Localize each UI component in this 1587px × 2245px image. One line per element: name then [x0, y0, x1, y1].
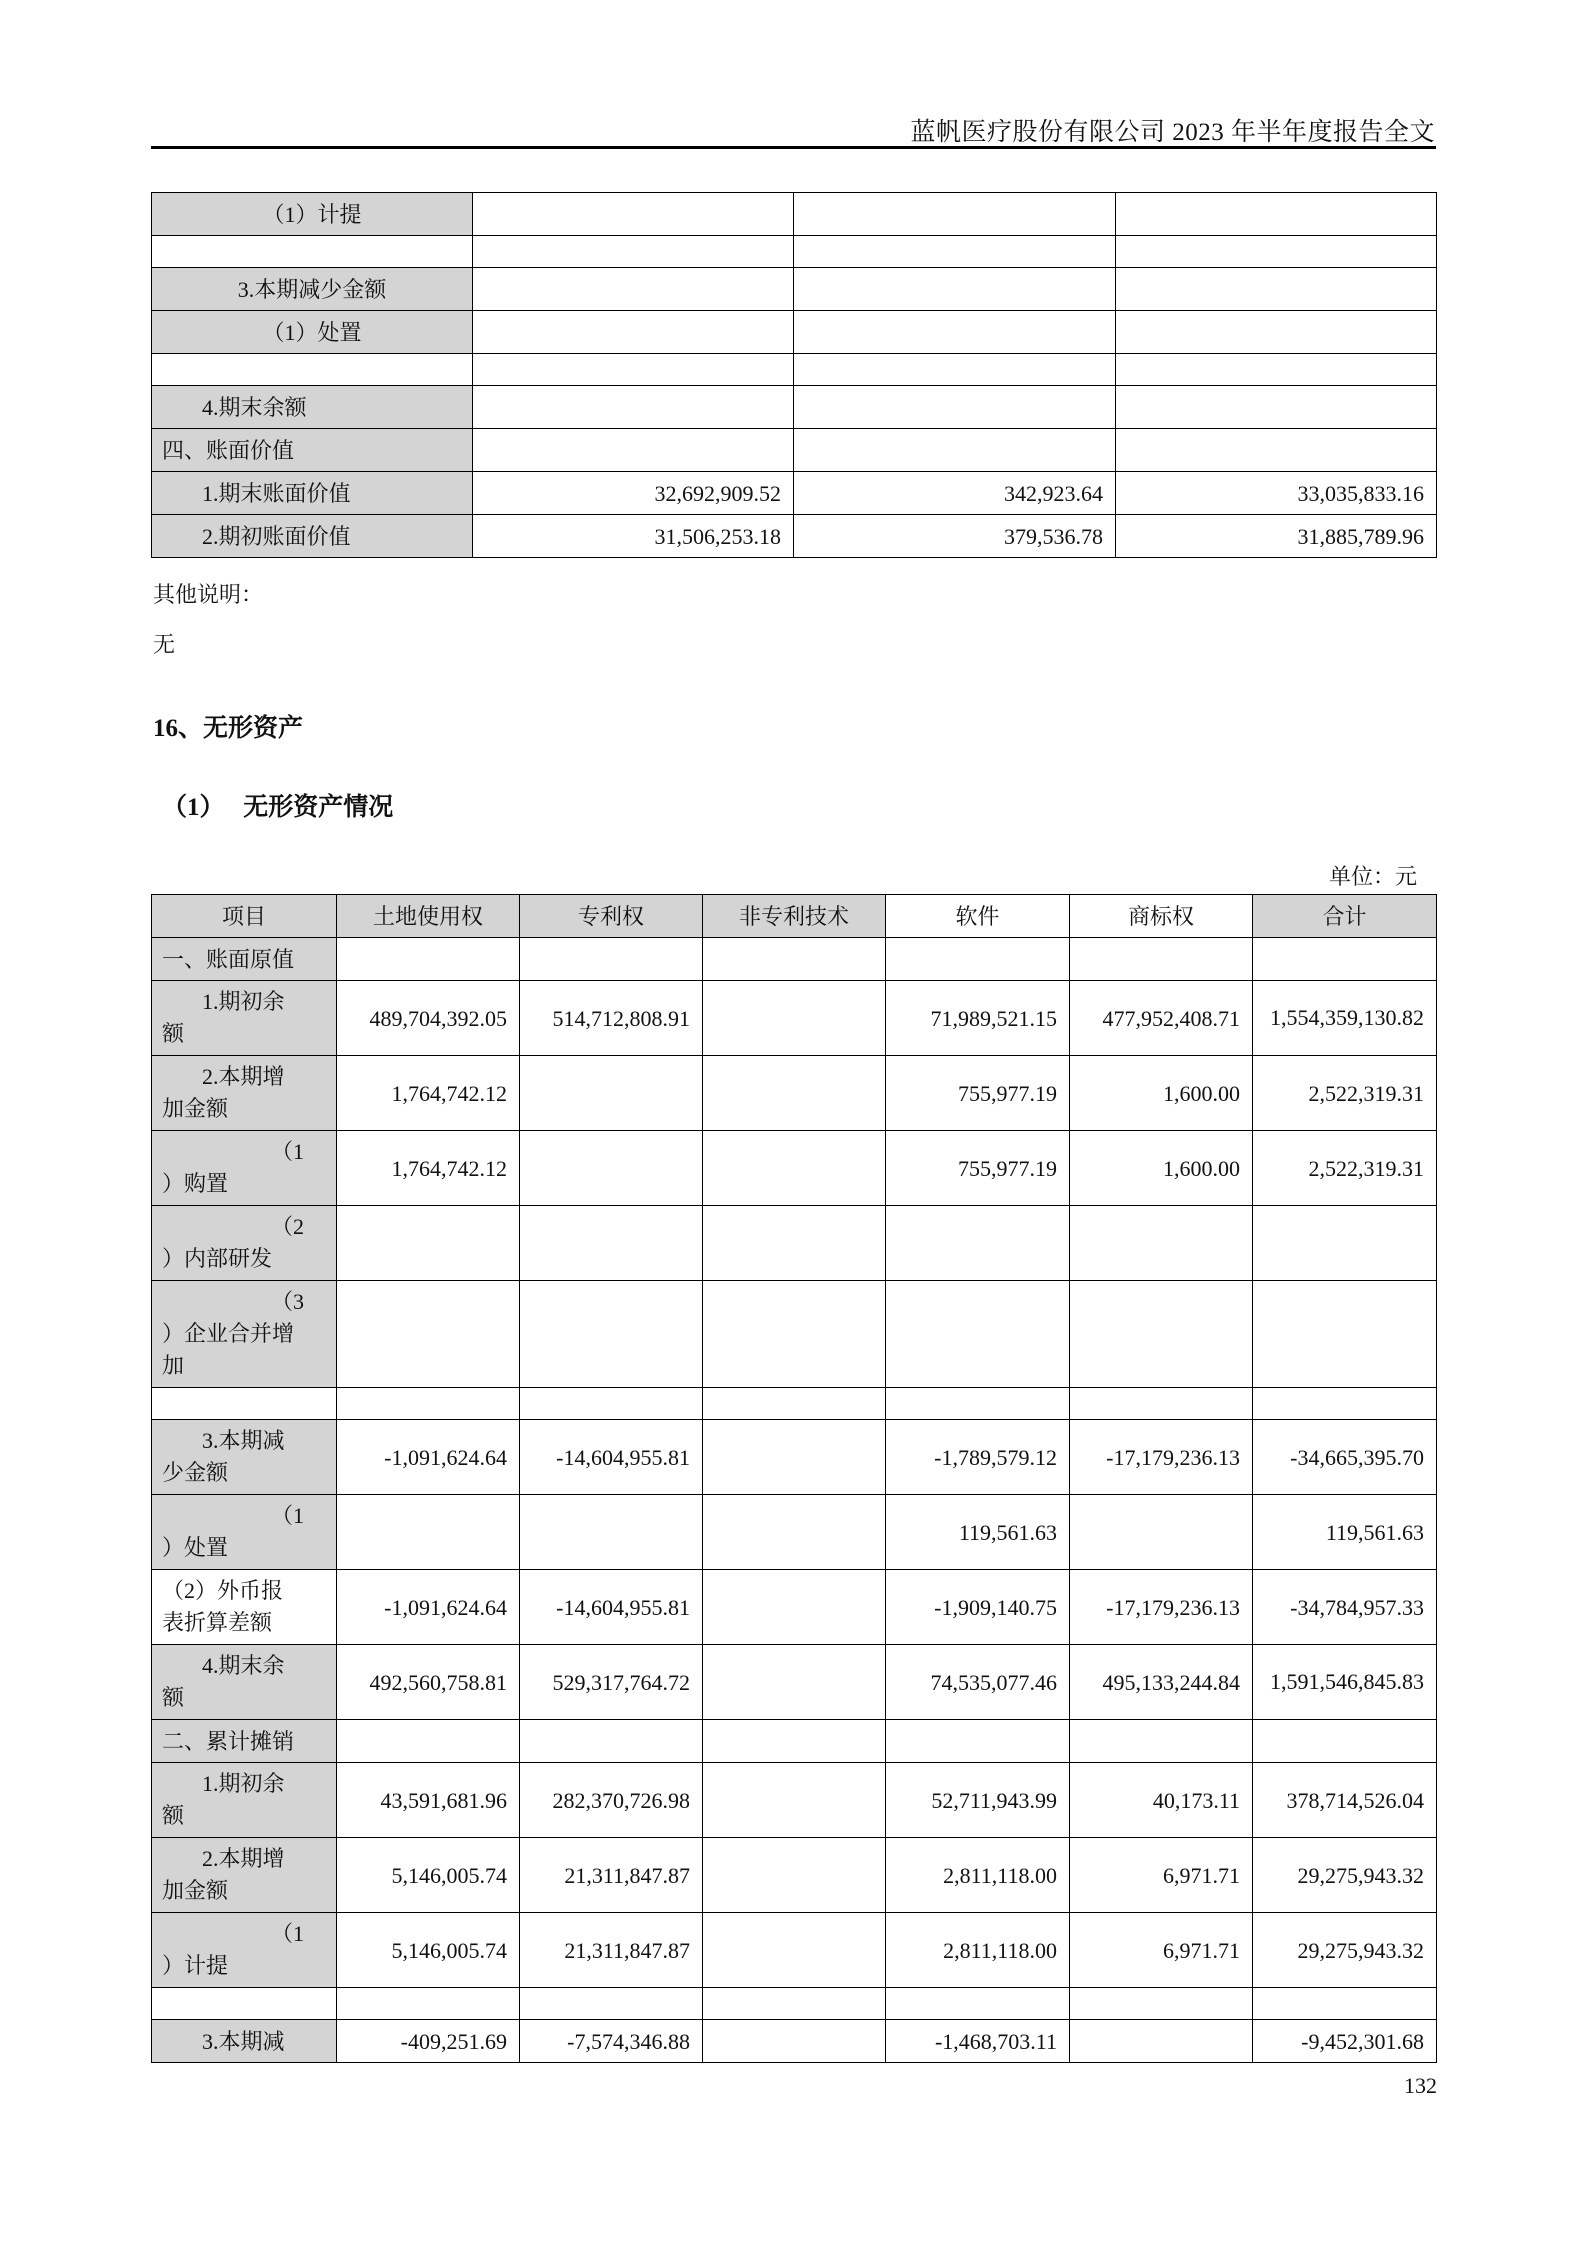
table-row	[152, 1645, 1437, 1720]
table-cell	[520, 1056, 703, 1131]
table-cell: 2,522,319.31	[1253, 1056, 1437, 1131]
row-label-line: ）企业合并增	[162, 1321, 295, 1346]
row-label-line: （2	[270, 1214, 304, 1239]
table-cell: 755,977.19	[886, 1056, 1070, 1131]
table-cell: 6,971.71	[1070, 1913, 1253, 1988]
table-cell	[1070, 1388, 1253, 1420]
column-header: 软件	[886, 895, 1070, 938]
table-cell	[1116, 386, 1437, 429]
table-cell: 21,311,847.87	[520, 1913, 703, 1988]
table-row	[152, 1495, 1437, 1570]
row-label: （1）处置	[152, 311, 473, 354]
table-cell	[1070, 2020, 1253, 2063]
table-cell	[337, 1720, 520, 1763]
table-cell	[703, 1131, 886, 1206]
table-cell: 40,173.11	[1070, 1763, 1253, 1838]
row-label: 2.期初账面价值	[152, 515, 473, 558]
table-cell: 5,146,005.74	[337, 1838, 520, 1913]
table-cell	[520, 1988, 703, 2020]
table-row	[152, 938, 1437, 981]
row-label-line: 少金额	[162, 1460, 229, 1485]
table-cell	[1116, 193, 1437, 236]
intangible-assets-table	[151, 894, 1437, 2063]
table-row	[152, 2020, 1437, 2063]
table-cell: 755,977.19	[886, 1131, 1070, 1206]
table-cell	[1070, 1206, 1253, 1281]
table-cell	[703, 1913, 886, 1988]
table-cell	[703, 2020, 886, 2063]
table-cell	[337, 1206, 520, 1281]
table-cell: 71,989,521.15	[886, 981, 1070, 1056]
table-cell	[703, 1495, 886, 1570]
table-cell	[1070, 1988, 1253, 2020]
other-notes-label: 其他说明：	[153, 582, 264, 607]
table-cell	[1253, 1281, 1437, 1388]
table-cell	[1253, 1206, 1437, 1281]
table-cell	[473, 429, 794, 472]
row-label: 一、账面原值	[152, 938, 337, 981]
row-label: 二、累计摊销	[152, 1720, 337, 1763]
table-cell: 1,600.00	[1070, 1131, 1253, 1206]
row-label-line: （2）外币报	[162, 1578, 284, 1603]
table-cell: -1,091,624.64	[337, 1420, 520, 1495]
table-row	[152, 515, 1437, 558]
table-cell	[1116, 311, 1437, 354]
table-cell: -9,452,301.68	[1253, 2020, 1437, 2063]
section-subtitle: （1） 无形资产情况	[162, 794, 394, 821]
table-row	[152, 981, 1437, 1056]
table-cell: 5,146,005.74	[337, 1913, 520, 1988]
table-cell	[794, 386, 1116, 429]
row-label	[152, 1281, 337, 1388]
table-cell: -409,251.69	[337, 2020, 520, 2063]
table-cell	[703, 938, 886, 981]
fixed-asset-continuation-table	[151, 192, 1437, 558]
table-cell	[886, 1720, 1070, 1763]
table-row	[152, 1763, 1437, 1838]
table-cell	[886, 938, 1070, 981]
table-row	[152, 386, 1437, 429]
row-label	[152, 1570, 337, 1645]
table-cell: -14,604,955.81	[520, 1570, 703, 1645]
row-label	[152, 1131, 337, 1206]
table-cell: 29,275,943.32	[1253, 1913, 1437, 1988]
table-row	[152, 1131, 1437, 1206]
column-header: 非专利技术	[703, 895, 886, 938]
row-label	[152, 1645, 337, 1720]
row-label	[152, 1206, 337, 1281]
row-label	[152, 981, 337, 1056]
row-label	[152, 1763, 337, 1838]
row-label	[152, 1838, 337, 1913]
table-cell	[520, 1281, 703, 1388]
table-row	[152, 311, 1437, 354]
table-row	[152, 1388, 1437, 1420]
table-cell	[703, 1838, 886, 1913]
table-cell: 29,275,943.32	[1253, 1838, 1437, 1913]
table-cell	[1070, 1495, 1253, 1570]
table-cell	[1253, 938, 1437, 981]
table-cell	[337, 1281, 520, 1388]
table-cell	[794, 354, 1116, 386]
table-cell	[794, 311, 1116, 354]
row-label-line: （1	[270, 1921, 304, 1946]
table-cell: 477,952,408.71	[1070, 981, 1253, 1056]
row-label-line: 额	[162, 1021, 185, 1046]
table-cell: 33,035,833.16	[1116, 472, 1437, 515]
table-cell	[703, 1988, 886, 2020]
table-cell	[886, 1206, 1070, 1281]
row-label	[152, 236, 473, 268]
table-row	[152, 1281, 1437, 1388]
table-cell: -1,789,579.12	[886, 1420, 1070, 1495]
table-cell: 1,764,742.12	[337, 1056, 520, 1131]
table-cell	[337, 938, 520, 981]
table-cell	[520, 1206, 703, 1281]
table-cell	[703, 1420, 886, 1495]
table-cell: -34,784,957.33	[1253, 1570, 1437, 1645]
row-label	[152, 1420, 337, 1495]
table-cell: 1,591,546,845.83	[1253, 1645, 1437, 1720]
table-cell	[703, 981, 886, 1056]
table-cell	[1116, 429, 1437, 472]
table-row	[152, 1988, 1437, 2020]
row-label-line: 加	[162, 1353, 185, 1378]
row-label	[152, 1056, 337, 1131]
table-cell	[473, 236, 794, 268]
table-row	[152, 1056, 1437, 1131]
row-label: 3.本期减	[152, 2020, 337, 2063]
column-header: 土地使用权	[337, 895, 520, 938]
table-cell	[1116, 354, 1437, 386]
table-cell: -1,091,624.64	[337, 1570, 520, 1645]
table-cell: 2,811,118.00	[886, 1913, 1070, 1988]
table-cell: -1,468,703.11	[886, 2020, 1070, 2063]
table-cell: 529,317,764.72	[520, 1645, 703, 1720]
table-cell	[473, 354, 794, 386]
row-label-line: 4.期末余	[202, 1653, 285, 1678]
table-cell	[794, 193, 1116, 236]
table-cell	[703, 1056, 886, 1131]
row-label	[152, 354, 473, 386]
report-header-title: 蓝帆医疗股份有限公司 2023 年半年度报告全文	[910, 119, 1435, 146]
table-cell: -14,604,955.81	[520, 1420, 703, 1495]
row-label-line: ）处置	[162, 1535, 229, 1560]
table-cell: 21,311,847.87	[520, 1838, 703, 1913]
column-header: 项目	[152, 895, 337, 938]
table-row	[152, 1838, 1437, 1913]
row-label	[152, 1913, 337, 1988]
table-row	[152, 472, 1437, 515]
row-label-line: 2.本期增	[202, 1846, 285, 1871]
table-cell	[520, 1720, 703, 1763]
header-divider	[151, 146, 1436, 149]
table-cell: 379,536.78	[794, 515, 1116, 558]
table-cell: 342,923.64	[794, 472, 1116, 515]
page-number: 132	[1404, 2073, 1437, 2098]
table-cell: 378,714,526.04	[1253, 1763, 1437, 1838]
row-label	[152, 1388, 337, 1420]
table-cell: -17,179,236.13	[1070, 1570, 1253, 1645]
table-row	[152, 268, 1437, 311]
table-cell: 2,522,319.31	[1253, 1131, 1437, 1206]
row-label-line: （1	[270, 1139, 304, 1164]
table-cell	[703, 1645, 886, 1720]
table-cell	[520, 1495, 703, 1570]
table-cell	[886, 1388, 1070, 1420]
table-row	[152, 1206, 1437, 1281]
section-title: 16、无形资产	[153, 715, 304, 742]
table-cell: 52,711,943.99	[886, 1763, 1070, 1838]
table-row	[152, 193, 1437, 236]
table-cell: 1,554,359,130.82	[1253, 981, 1437, 1056]
table-cell: 282,370,726.98	[520, 1763, 703, 1838]
table-cell: 514,712,808.91	[520, 981, 703, 1056]
table-cell	[886, 1988, 1070, 2020]
table-cell	[1253, 1988, 1437, 2020]
table-cell	[473, 311, 794, 354]
table-row	[152, 1420, 1437, 1495]
table-cell	[473, 268, 794, 311]
table-cell	[794, 268, 1116, 311]
table-row	[152, 354, 1437, 386]
table-cell	[1253, 1720, 1437, 1763]
row-label: 3.本期减少金额	[152, 268, 473, 311]
table-cell	[337, 1988, 520, 2020]
row-label-line: ）内部研发	[162, 1246, 273, 1271]
row-label-line: （1	[270, 1503, 304, 1528]
table-cell: 119,561.63	[886, 1495, 1070, 1570]
table-cell: -1,909,140.75	[886, 1570, 1070, 1645]
table-cell: -17,179,236.13	[1070, 1420, 1253, 1495]
table-cell	[1253, 1388, 1437, 1420]
table-cell	[1070, 1281, 1253, 1388]
table-cell: 1,764,742.12	[337, 1131, 520, 1206]
row-label-line: （3	[270, 1289, 304, 1314]
table-cell	[473, 386, 794, 429]
table-cell	[794, 429, 1116, 472]
column-header: 合计	[1253, 895, 1437, 938]
table-cell: 2,811,118.00	[886, 1838, 1070, 1913]
table-cell: -7,574,346.88	[520, 2020, 703, 2063]
table-row	[152, 1570, 1437, 1645]
table-cell: 43,591,681.96	[337, 1763, 520, 1838]
row-label-line: 表折算差额	[162, 1610, 273, 1635]
row-label: 1.期末账面价值	[152, 472, 473, 515]
table-cell: 6,971.71	[1070, 1838, 1253, 1913]
table-cell: 31,885,789.96	[1116, 515, 1437, 558]
row-label	[152, 1988, 337, 2020]
row-label-line: ）计提	[162, 1953, 229, 1978]
table-cell: 489,704,392.05	[337, 981, 520, 1056]
table-cell	[473, 193, 794, 236]
row-label-line: 加金额	[162, 1096, 229, 1121]
table-cell: -34,665,395.70	[1253, 1420, 1437, 1495]
table-cell	[703, 1206, 886, 1281]
table-cell	[1070, 938, 1253, 981]
column-header: 商标权	[1070, 895, 1253, 938]
table-cell: 74,535,077.46	[886, 1645, 1070, 1720]
table-row	[152, 429, 1437, 472]
table-cell	[1070, 1720, 1253, 1763]
table-cell	[337, 1495, 520, 1570]
unit-label: 单位：元	[1328, 864, 1417, 889]
table-cell: 495,133,244.84	[1070, 1645, 1253, 1720]
table-cell	[703, 1388, 886, 1420]
table-row	[152, 236, 1437, 268]
table-cell	[1116, 236, 1437, 268]
table-cell	[1116, 268, 1437, 311]
table-cell: 1,600.00	[1070, 1056, 1253, 1131]
row-label-line: 1.期初余	[202, 1771, 285, 1796]
row-label: （1）计提	[152, 193, 473, 236]
table-cell: 32,692,909.52	[473, 472, 794, 515]
table-cell	[520, 938, 703, 981]
row-label-line: 额	[162, 1685, 185, 1710]
table-cell: 492,560,758.81	[337, 1645, 520, 1720]
row-label-line: 额	[162, 1803, 185, 1828]
row-label	[152, 1495, 337, 1570]
row-label-line: 2.本期增	[202, 1064, 285, 1089]
row-label-line: ）购置	[162, 1171, 229, 1196]
table-cell: 119,561.63	[1253, 1495, 1437, 1570]
row-label-line: 1.期初余	[202, 989, 285, 1014]
table-cell	[337, 1388, 520, 1420]
table-cell	[703, 1281, 886, 1388]
other-notes-value: 无	[153, 632, 176, 657]
row-label-line: 3.本期减	[202, 1428, 285, 1453]
table-cell	[520, 1131, 703, 1206]
row-label-line: 加金额	[162, 1878, 229, 1903]
header-row	[152, 895, 1437, 938]
table-cell	[794, 236, 1116, 268]
row-label: 四、账面价值	[152, 429, 473, 472]
table-row	[152, 1913, 1437, 1988]
table-cell	[703, 1570, 886, 1645]
column-header: 专利权	[520, 895, 703, 938]
table-cell	[703, 1763, 886, 1838]
table-cell: 31,506,253.18	[473, 515, 794, 558]
row-label: 4.期末余额	[152, 386, 473, 429]
table-cell	[703, 1720, 886, 1763]
table-cell	[886, 1281, 1070, 1388]
table-row	[152, 1720, 1437, 1763]
table-cell	[520, 1388, 703, 1420]
